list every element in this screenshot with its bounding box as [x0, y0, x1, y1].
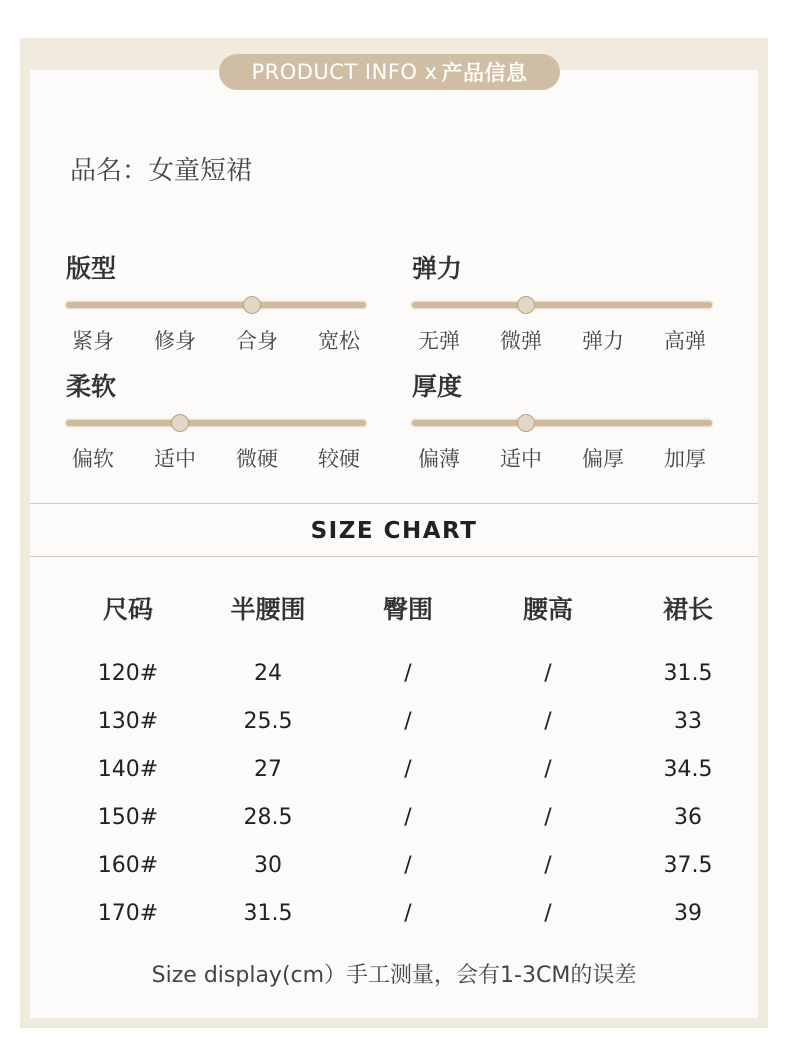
section-header-badge	[219, 54, 560, 90]
attribute-title: 版型	[66, 254, 117, 283]
option-label: 适中	[500, 447, 542, 471]
table-cell: 160#	[97, 853, 159, 878]
attribute-title: 柔软	[66, 372, 117, 401]
table-cell: 24	[254, 661, 282, 686]
column-header: 臀围	[382, 595, 433, 624]
product-name: 品名：女童短裙	[70, 156, 253, 186]
table-cell: /	[544, 709, 552, 734]
size-table-header	[58, 590, 758, 626]
table-cell: /	[404, 853, 412, 878]
table-cell: /	[544, 805, 552, 830]
divider	[30, 556, 758, 557]
table-cell: 130#	[97, 709, 159, 734]
level-knob	[517, 296, 535, 314]
column-header: 腰高	[522, 595, 573, 624]
table-row	[58, 853, 758, 878]
option-label: 合身	[236, 329, 278, 353]
table-cell: 27	[254, 757, 282, 782]
option-label: 微硬	[236, 447, 278, 471]
table-cell: /	[544, 901, 552, 926]
column-header: 半腰围	[230, 595, 306, 624]
divider	[30, 503, 758, 504]
option-label: 高弹	[664, 329, 706, 353]
level-knob	[171, 414, 189, 432]
option-label: 宽松	[318, 329, 360, 353]
table-row	[58, 709, 758, 734]
option-label: 适中	[154, 447, 196, 471]
attribute-title: 厚度	[412, 372, 463, 401]
size-chart-title: SIZE CHART	[310, 518, 478, 544]
level-track	[412, 302, 712, 308]
table-row	[58, 805, 758, 830]
level-knob	[243, 296, 261, 314]
table-cell: /	[404, 901, 412, 926]
table-cell: /	[404, 709, 412, 734]
table-cell: /	[404, 757, 412, 782]
option-label: 加厚	[664, 447, 706, 471]
table-row	[58, 661, 758, 686]
table-cell: 30	[254, 853, 282, 878]
option-label: 修身	[154, 329, 196, 353]
option-label: 无弹	[418, 329, 460, 353]
table-row	[58, 757, 758, 782]
option-label: 紧身	[72, 329, 114, 353]
table-cell: 33	[674, 709, 702, 734]
header-title: 产品信息	[441, 61, 528, 85]
level-knob	[517, 414, 535, 432]
table-cell: 37.5	[663, 853, 713, 878]
option-label: 较硬	[318, 447, 360, 471]
table-cell: /	[544, 661, 552, 686]
measurement-note: Size display(cm）手工测量，会有1-3CM的误差	[151, 963, 637, 988]
table-cell: 31.5	[663, 661, 713, 686]
table-cell: 150#	[97, 805, 159, 830]
option-label: 偏厚	[582, 447, 624, 471]
attribute-thickness	[412, 370, 712, 473]
option-label: 微弹	[500, 329, 542, 353]
column-header: 尺码	[102, 595, 153, 624]
level-track	[412, 420, 712, 426]
table-cell: 28.5	[243, 805, 293, 830]
attribute-elasticity	[412, 252, 712, 355]
table-cell: 34.5	[663, 757, 713, 782]
option-label: 偏薄	[418, 447, 460, 471]
table-cell: 31.5	[243, 901, 293, 926]
table-row	[58, 901, 758, 926]
column-header: 裙长	[662, 595, 713, 624]
attribute-softness	[66, 370, 366, 473]
table-cell: /	[404, 661, 412, 686]
option-label: 偏软	[72, 447, 114, 471]
table-cell: 140#	[97, 757, 159, 782]
option-label: 弹力	[582, 329, 624, 353]
header-prefix: PRODUCT INFO x	[251, 60, 438, 84]
table-cell: 170#	[97, 901, 159, 926]
table-cell: 39	[674, 901, 702, 926]
level-track	[66, 302, 366, 308]
attribute-fit	[66, 252, 366, 355]
table-cell: 36	[674, 805, 702, 830]
table-cell: /	[404, 805, 412, 830]
table-cell: 120#	[97, 661, 159, 686]
table-cell: 25.5	[243, 709, 293, 734]
attribute-title: 弹力	[412, 254, 463, 283]
table-cell: /	[544, 853, 552, 878]
level-track	[66, 420, 366, 426]
table-cell: /	[544, 757, 552, 782]
